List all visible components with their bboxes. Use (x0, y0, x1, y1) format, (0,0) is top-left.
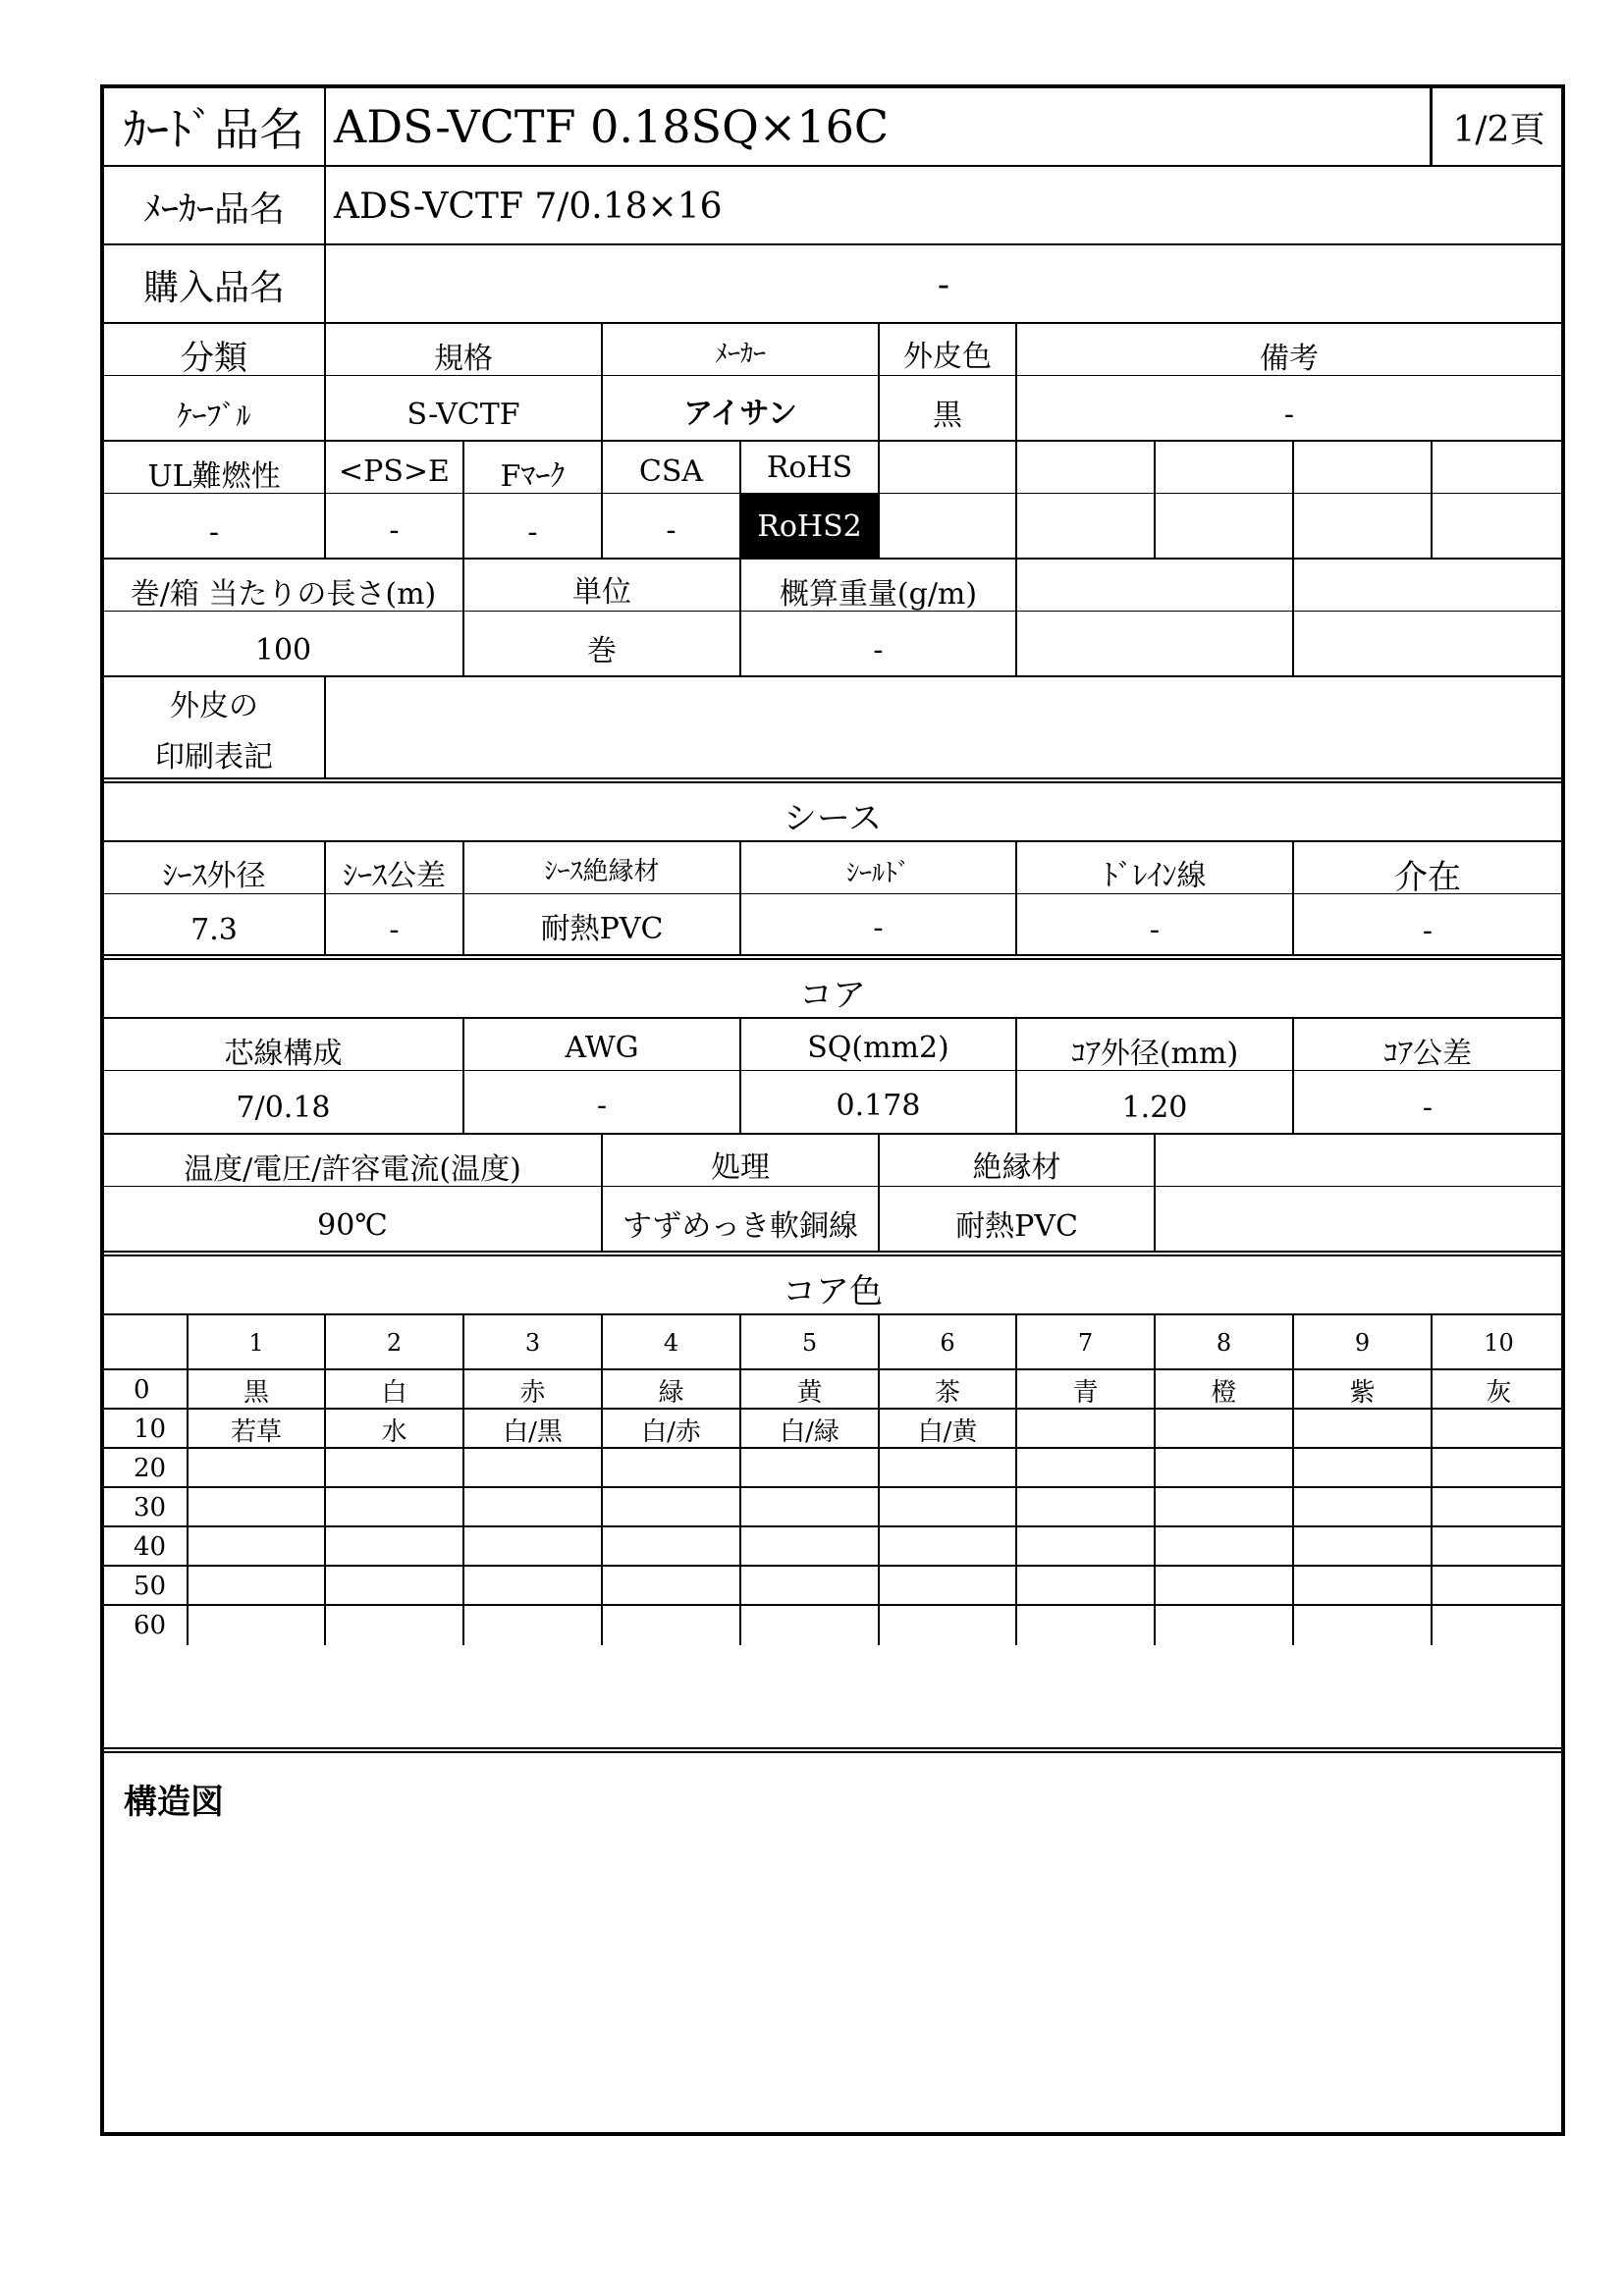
core-color-cell (187, 1527, 324, 1567)
length-value: 100 (254, 632, 312, 667)
core-color-cell (1154, 1410, 1292, 1449)
print-label-line1: 外皮の (170, 689, 258, 723)
treatment-value: すずめっき軟銅線 (623, 1209, 858, 1244)
maker-name-label: ﾒｰｶｰ品名 (142, 188, 285, 230)
drain-wire-header: ﾄﾞﾚｲﾝ線 (1103, 859, 1207, 894)
maker-header: ﾒｰｶｰ (714, 339, 766, 369)
core-color-cell (739, 1449, 878, 1488)
core-color-cell (1431, 1527, 1565, 1567)
classification-row (104, 322, 1561, 442)
core-color-cell (1292, 1527, 1431, 1567)
core-color-cell (1015, 1449, 1154, 1488)
temperature-row (104, 1133, 1561, 1253)
card-name-value: ADS-VCTF 0.18SQ×16C (324, 88, 1430, 165)
maker-name-value: ADS-VCTF 7/0.18×16 (324, 167, 1561, 245)
core-color-row (104, 1486, 1561, 1527)
treatment-header: 処理 (711, 1150, 770, 1185)
core-color-cell: 青 (1015, 1370, 1154, 1410)
sheath-insulation-value: 耐熱PVC (540, 912, 664, 947)
core-color-cell (601, 1567, 739, 1606)
core-color-cell (462, 1488, 601, 1527)
core-color-cell (601, 1449, 739, 1488)
core-color-cell (739, 1527, 878, 1567)
sheath-od-header: ｼｰｽ外径 (162, 859, 266, 894)
awg-value: - (596, 1089, 608, 1123)
page-number: 1/2頁 (1430, 88, 1565, 165)
core-color-cell: 白/黒 (462, 1410, 601, 1449)
core-od-header: ｺｱ外径(mm) (1070, 1036, 1239, 1071)
core-color-cell (1292, 1567, 1431, 1606)
shield-value: - (873, 911, 884, 945)
sheath-insulation-header: ｼｰｽ絶縁材 (544, 856, 660, 886)
filler-header: 介在 (1394, 858, 1461, 897)
core-row (104, 1017, 1561, 1135)
core-color-column-header: 1 (187, 1315, 324, 1370)
print-label-value (324, 677, 1561, 779)
conductor-value: 7/0.18 (236, 1091, 331, 1126)
core-color-row-index: 20 (134, 1454, 167, 1483)
maker-name-row (104, 165, 1561, 245)
core-color-cell (1431, 1606, 1565, 1645)
purchase-name-row (104, 243, 1561, 324)
core-color-cell: 白/黄 (878, 1410, 1015, 1449)
core-color-cell: 白/緑 (739, 1410, 878, 1449)
core-color-column-header: 7 (1015, 1315, 1154, 1370)
certification-row (104, 440, 1561, 560)
core-color-cell (1015, 1410, 1154, 1449)
length-header: 巻/箱 当たりの長さ(m) (130, 577, 437, 613)
core-color-cell (878, 1449, 1015, 1488)
core-tolerance-value: - (1422, 1091, 1434, 1126)
core-color-cell (1154, 1527, 1292, 1567)
core-color-column-header: 10 (1431, 1315, 1565, 1370)
core-color-cell (1015, 1606, 1154, 1645)
classification-header: 分類 (181, 338, 247, 378)
core-color-row-index: 50 (134, 1572, 167, 1601)
core-color-cell: 白 (324, 1370, 462, 1410)
purchase-name-value: - (324, 245, 1561, 324)
pse-header: <PS>E (339, 454, 450, 489)
sheath-row (104, 840, 1561, 956)
core-color-row-index: 60 (134, 1611, 167, 1640)
core-color-row (104, 1408, 1561, 1449)
core-color-cell (878, 1567, 1015, 1606)
csa-header: CSA (638, 454, 704, 489)
core-color-cell (1292, 1606, 1431, 1645)
core-color-cell: 黄 (739, 1370, 878, 1410)
core-color-cell: 赤 (462, 1370, 601, 1410)
core-color-column-header: 4 (601, 1315, 739, 1370)
sheath-color-value: 黒 (933, 399, 962, 433)
core-color-column-header: 3 (462, 1315, 601, 1370)
core-color-cell (878, 1527, 1015, 1567)
core-color-cell (1292, 1488, 1431, 1527)
core-color-cell (462, 1449, 601, 1488)
core-color-cell: 黒 (187, 1370, 324, 1410)
spec-sheet-frame (100, 84, 1565, 2136)
core-color-cell (462, 1527, 601, 1567)
core-color-cell (739, 1606, 878, 1645)
core-color-cell (1154, 1606, 1292, 1645)
core-color-row-index: 10 (134, 1415, 167, 1444)
core-color-row-index: 40 (134, 1532, 167, 1562)
core-color-row (104, 1368, 1561, 1410)
filler-value: - (1422, 914, 1434, 948)
rohs-header: RoHS (766, 450, 853, 485)
purchase-name-label: 購入品名 (142, 267, 285, 308)
core-color-column-header: 5 (739, 1315, 878, 1370)
core-color-row (104, 1604, 1561, 1645)
pse-value: - (389, 512, 400, 548)
core-color-cell (878, 1606, 1015, 1645)
sheath-tolerance-value: - (389, 912, 400, 947)
core-title-row (104, 954, 1561, 1023)
awg-header: AWG (565, 1031, 639, 1065)
core-color-cell (601, 1606, 739, 1645)
unit-header: 単位 (572, 575, 631, 610)
csa-value: - (666, 512, 677, 548)
core-color-cell (187, 1488, 324, 1527)
weight-header: 概算重量(g/m) (779, 577, 978, 613)
remarks-header: 備考 (1260, 342, 1319, 377)
core-color-cell: 紫 (1292, 1370, 1431, 1410)
insulation-value: 耐熱PVC (955, 1209, 1078, 1244)
core-color-cell (462, 1606, 601, 1645)
sq-header: SQ(mm2) (807, 1031, 949, 1065)
core-color-cell: 橙 (1154, 1370, 1292, 1410)
core-color-header-row (104, 1313, 1561, 1370)
core-color-column-header: 2 (324, 1315, 462, 1370)
core-color-row-index: 0 (134, 1375, 150, 1405)
core-color-cell (1292, 1410, 1431, 1449)
core-color-cell (462, 1567, 601, 1606)
ul-header: UL難燃性 (147, 459, 281, 495)
core-color-cell (1292, 1449, 1431, 1488)
unit-value: 巻 (587, 634, 617, 668)
core-color-cell (601, 1527, 739, 1567)
structure-diagram-area (104, 1747, 1561, 2132)
core-color-cell (1154, 1449, 1292, 1488)
f-mark-header: Fﾏｰｸ (500, 459, 566, 495)
core-color-cell (1154, 1488, 1292, 1527)
drain-wire-value: - (1149, 912, 1161, 947)
core-color-cell (187, 1567, 324, 1606)
core-color-cell (324, 1449, 462, 1488)
core-color-column-header: 8 (1154, 1315, 1292, 1370)
sheath-title: シース (783, 798, 883, 838)
sheath-od-value: 7.3 (190, 912, 238, 947)
card-name-row (104, 88, 1561, 165)
core-color-cell: 灰 (1431, 1370, 1565, 1410)
core-color-column-header: 9 (1292, 1315, 1431, 1370)
core-title: コア (799, 975, 866, 1015)
core-color-row (104, 1525, 1561, 1567)
core-color-cell: 白/赤 (601, 1410, 739, 1449)
core-color-cell (1015, 1527, 1154, 1567)
core-color-title: コア色 (783, 1271, 883, 1311)
core-color-column-header: 6 (878, 1315, 1015, 1370)
core-color-cell (739, 1488, 878, 1527)
core-color-row (104, 1565, 1561, 1606)
maker-value: アイサン (683, 397, 797, 432)
sheath-color-header: 外皮色 (903, 340, 992, 374)
print-label-row (104, 675, 1561, 779)
core-color-cell (1431, 1410, 1565, 1449)
rohs-value: RoHS2 (739, 494, 878, 560)
core-od-value: 1.20 (1121, 1091, 1188, 1126)
remarks-value: - (1283, 397, 1295, 432)
structure-title: 構造図 (124, 1783, 224, 1822)
insulation-header: 絶縁材 (972, 1150, 1061, 1185)
sheath-tolerance-header: ｼｰｽ公差 (343, 859, 446, 894)
classification-value: ｹｰﾌﾞﾙ (177, 400, 251, 435)
sq-value: 0.178 (836, 1089, 921, 1123)
core-color-cell (187, 1449, 324, 1488)
f-mark-value: - (527, 514, 538, 550)
standard-header: 規格 (434, 342, 493, 377)
core-color-cell (324, 1488, 462, 1527)
core-color-row (104, 1447, 1561, 1488)
core-color-cell: 緑 (601, 1370, 739, 1410)
core-color-title-row (104, 1251, 1561, 1319)
core-color-row-index: 30 (134, 1493, 167, 1522)
standard-value: S-VCTF (406, 397, 520, 432)
shield-header: ｼｰﾙﾄﾞ (845, 859, 910, 888)
core-color-cell (1015, 1488, 1154, 1527)
core-color-cell (324, 1567, 462, 1606)
core-tolerance-header: ｺｱ公差 (1383, 1036, 1472, 1071)
temperature-value: 90℃ (317, 1207, 388, 1243)
core-color-cell (878, 1488, 1015, 1527)
core-color-cell (1154, 1567, 1292, 1606)
weight-value: - (873, 632, 884, 667)
core-color-cell (739, 1567, 878, 1606)
core-color-cell (1431, 1567, 1565, 1606)
conductor-header: 芯線構成 (224, 1036, 343, 1071)
core-color-cell: 若草 (187, 1410, 324, 1449)
ul-value: - (208, 514, 220, 550)
length-row (104, 558, 1561, 677)
core-color-cell (324, 1606, 462, 1645)
core-color-cell: 水 (324, 1410, 462, 1449)
core-color-cell (187, 1606, 324, 1645)
temperature-header: 温度/電圧/許容電流(温度) (184, 1152, 521, 1188)
core-color-cell (1431, 1488, 1565, 1527)
core-color-cell (1431, 1449, 1565, 1488)
sheath-title-row (104, 777, 1561, 846)
core-color-cell: 茶 (878, 1370, 1015, 1410)
core-color-cell (601, 1488, 739, 1527)
card-name-label: ｶｰﾄﾞ品名 (124, 103, 304, 156)
print-label-line2: 印刷表記 (155, 740, 273, 774)
core-color-cell (324, 1527, 462, 1567)
core-color-cell (1015, 1567, 1154, 1606)
